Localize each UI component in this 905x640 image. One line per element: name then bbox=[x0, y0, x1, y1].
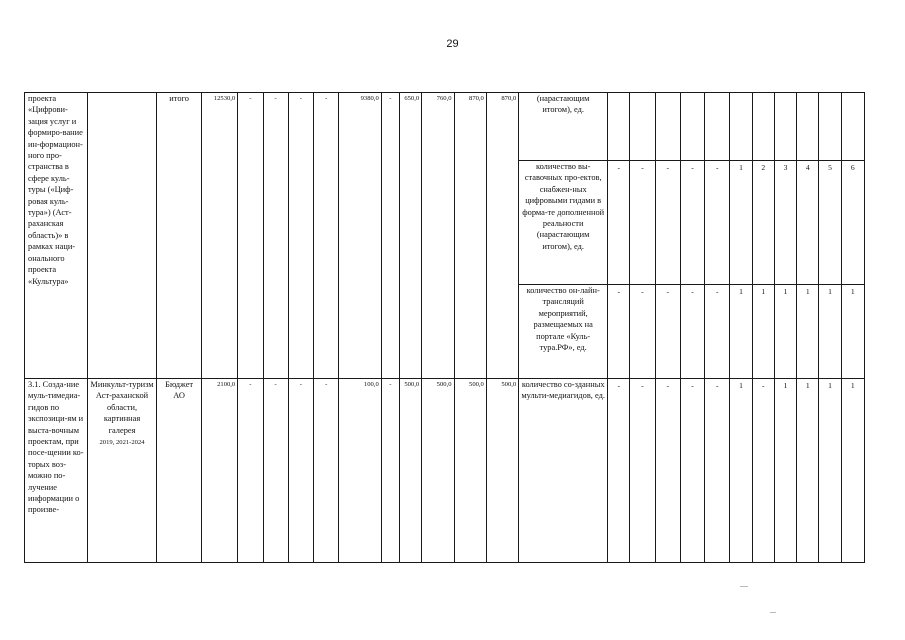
indicator-year-value bbox=[655, 93, 680, 161]
indicator-year-value: 2 bbox=[752, 161, 774, 285]
indicator-year-value: 1 bbox=[730, 161, 752, 285]
indicator-year-value bbox=[841, 93, 864, 161]
year-value: 500,0 bbox=[422, 379, 454, 563]
indicator-year-value: - bbox=[655, 161, 680, 285]
executor-years: 2019, 2021-2024 bbox=[99, 439, 145, 447]
indicator-year-value: - bbox=[630, 379, 655, 563]
indicator-year-value: 1 bbox=[819, 285, 841, 379]
year-value: 500,0 bbox=[399, 379, 421, 563]
executor-cell bbox=[87, 93, 157, 379]
indicator-year-value: 1 bbox=[774, 379, 796, 563]
indicator-year-value bbox=[797, 93, 819, 161]
year-value: 500,0 bbox=[454, 379, 486, 563]
indicator-year-value: 1 bbox=[797, 285, 819, 379]
indicator-cell: (нарастающим итогом), ед. bbox=[519, 93, 608, 161]
indicator-year-value: 1 bbox=[774, 285, 796, 379]
year-value: 100,0 bbox=[339, 379, 381, 563]
indicator-year-value bbox=[774, 93, 796, 161]
indicator-year-value bbox=[752, 93, 774, 161]
indicator-year-value: - bbox=[608, 161, 630, 285]
indicator-year-value: - bbox=[680, 379, 704, 563]
year-value: - bbox=[263, 379, 288, 563]
indicator-cell: количество со-зданных мульти-медиагидов, ед. bbox=[519, 379, 608, 563]
project-name-cell: 3.1. Созда-ние муль-тимедиа-гидов по экспозици-ям и выста-вочным проектам, при посе-щении ко-торых воз-можно по-лучение информации о произве- bbox=[25, 379, 88, 563]
indicator-cell: количество он-лайн-трансляций мероприятий, размещаемых на портале «Куль-тура.РФ», ед. bbox=[519, 285, 608, 379]
indicator-year-value: 5 bbox=[819, 161, 841, 285]
indicator-year-value: 1 bbox=[730, 379, 752, 563]
indicator-year-value: - bbox=[608, 379, 630, 563]
source-cell: итого bbox=[157, 93, 201, 379]
indicator-year-value: 3 bbox=[774, 161, 796, 285]
year-value: 500,0 bbox=[486, 379, 518, 563]
year-value: - bbox=[381, 379, 399, 563]
indicator-year-value bbox=[819, 93, 841, 161]
total-value: 2100,0 bbox=[201, 379, 237, 563]
year-value: 870,0 bbox=[454, 93, 486, 379]
year-value: - bbox=[238, 379, 263, 563]
scan-mark bbox=[770, 612, 776, 613]
indicator-year-value bbox=[630, 93, 655, 161]
indicator-year-value: - bbox=[630, 161, 655, 285]
indicator-year-value: 1 bbox=[797, 379, 819, 563]
indicator-year-value: - bbox=[705, 161, 730, 285]
source-cell: Бюджет АО bbox=[157, 379, 201, 563]
year-value: 870,0 bbox=[486, 93, 518, 379]
year-value: - bbox=[263, 93, 288, 379]
indicator-year-value: 1 bbox=[730, 285, 752, 379]
indicator-year-value: - bbox=[608, 285, 630, 379]
indicator-year-value: - bbox=[655, 379, 680, 563]
table-row bbox=[25, 93, 865, 161]
year-value: - bbox=[314, 379, 339, 563]
indicator-year-value bbox=[730, 93, 752, 161]
indicator-year-value bbox=[705, 93, 730, 161]
year-value: 9380,0 bbox=[339, 93, 381, 379]
indicator-year-value: - bbox=[680, 285, 704, 379]
indicator-year-value: - bbox=[705, 379, 730, 563]
indicator-year-value: 1 bbox=[752, 285, 774, 379]
executor-cell bbox=[87, 379, 157, 563]
indicator-year-value: - bbox=[680, 161, 704, 285]
year-value: - bbox=[288, 379, 313, 563]
executor-name: Минкульт-туризм Аст-раханской области, картинная галерея bbox=[90, 380, 154, 435]
indicator-year-value: - bbox=[630, 285, 655, 379]
indicator-year-value: - bbox=[705, 285, 730, 379]
indicator-year-value: - bbox=[752, 379, 774, 563]
indicator-year-value: 1 bbox=[841, 379, 864, 563]
scan-mark bbox=[740, 586, 748, 587]
year-value: - bbox=[238, 93, 263, 379]
table-row bbox=[25, 379, 865, 563]
project-name-cell: проекта «Цифрови-зация услуг и формиро-вание ин-формацион-ного про-странства в сфере куль-туры («Циф-ровая куль-тура») (Аст-раханская область)» в рамках наци-онального проекта «Культура» bbox=[25, 93, 88, 379]
indicator-year-value bbox=[608, 93, 630, 161]
indicator-year-value bbox=[680, 93, 704, 161]
indicator-year-value: 1 bbox=[819, 379, 841, 563]
year-value: 650,0 bbox=[399, 93, 421, 379]
year-value: 760,0 bbox=[422, 93, 454, 379]
year-value: - bbox=[288, 93, 313, 379]
indicator-year-value: 6 bbox=[841, 161, 864, 285]
total-value: 12530,0 bbox=[201, 93, 237, 379]
page-number: 29 bbox=[446, 38, 459, 50]
indicator-cell: количество вы-ставочных про-ектов, снабжен-ных цифровыми гидами в форма-те дополненной реальности (нарастающим итогом), ед. bbox=[519, 161, 608, 285]
indicator-year-value: - bbox=[655, 285, 680, 379]
year-value: - bbox=[381, 93, 399, 379]
program-table bbox=[24, 92, 865, 563]
indicator-year-value: 4 bbox=[797, 161, 819, 285]
year-value: - bbox=[314, 93, 339, 379]
indicator-year-value: 1 bbox=[841, 285, 864, 379]
